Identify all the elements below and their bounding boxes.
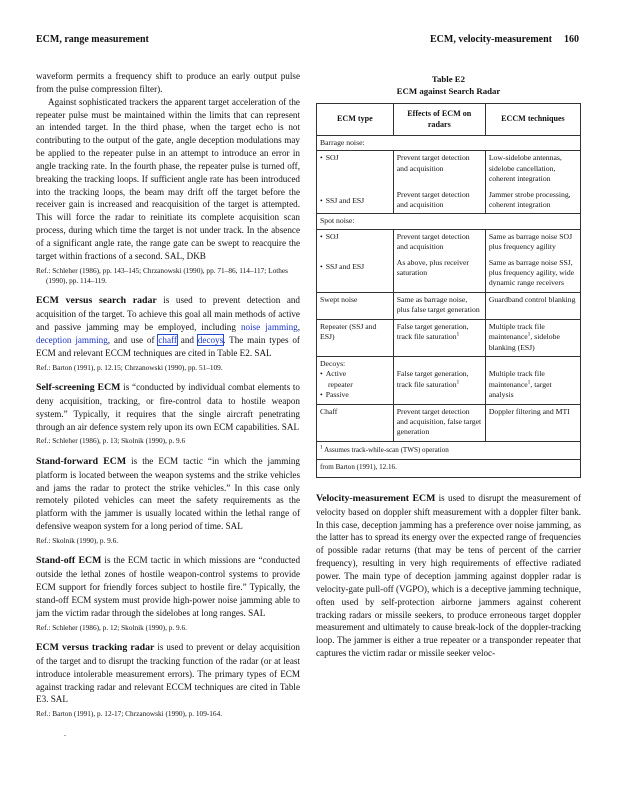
running-header-right — [430, 34, 579, 45]
running-header-left: ECM, range measurement — [36, 34, 149, 45]
cell-text: False target generation, track file saturation — [396, 369, 469, 389]
link-noise-jamming[interactable]: noise jamming — [240, 322, 298, 333]
entry-ecm-vs-search-radar — [36, 294, 300, 359]
table-header-eccm: ECCM techniques — [485, 104, 580, 136]
entry-text: is used to prevent detection and acquisition of the target. To achieve this goal all main methods of active and passive jamming may be employed, including — [36, 295, 300, 333]
table-cell: • SSJ and ESJ — [320, 196, 364, 205]
stray-dot: . — [64, 728, 66, 738]
entry-ecm-vs-tracking-radar — [36, 641, 300, 706]
reference-self-screening: Ref.: Schleher (1986), p. 13; Skolnik (1990), p. 9.6 — [36, 436, 186, 446]
table-cell: Swept noise — [317, 292, 393, 319]
entry-text: is used to disrupt the measurement of velocity based on doppler shift measurement with a doppler filter bank. In this case, deception jamming has a preference over noise jamming, as the latter has to spread its energy over the expected range of frequencies of possible radar returns (that may be tens of percent of the carrier frequency), resulting in very high requirements of effective radiated power. The main type of deception jamming against doppler radar is velocity-gate pull-off (VGPO), which is a deceptive jamming technique, often used by self-protection airborne jammers against coherent tracking radars or missile seekers, to produce erroneous target doppler measurement and ultimately to cause break-lock of the doppler-tracking loop. The jammer is either a true repeater or a transponder repeater that captures the victim radar or missile seeker veloc- — [316, 492, 581, 659]
decoy-active: • Active — [320, 369, 390, 379]
entry-term: ECM versus tracking radar — [36, 641, 155, 653]
footnote-mark: 1 — [527, 331, 531, 338]
entry-stand-forward-ecm — [36, 455, 300, 533]
cell-text: , target analysis — [488, 379, 552, 400]
table-cell: Prevent target detection and acquisition — [393, 229, 485, 255]
footnote-mark: 1 — [527, 379, 531, 386]
table-number: Table E2 — [431, 74, 466, 84]
table-cell: • SOJ — [320, 232, 339, 241]
entry-velocity-measurement-ecm — [316, 492, 581, 660]
decoy-repeater: repeater — [328, 379, 353, 389]
table-group-spot-noise: Spot noise: — [317, 214, 580, 229]
table-row — [317, 188, 580, 214]
cell-text: Multiple track file maintenance — [488, 369, 545, 389]
table-row — [317, 319, 580, 356]
table-cell: Same as barrage noise SSJ, plus frequency agility, wide dynamic range receivers — [485, 256, 580, 293]
table-cell — [485, 356, 580, 404]
table-header-ecm-type: ECM type — [317, 104, 393, 136]
table-cell: Prevent target detection and acquisition, false target generation — [393, 404, 485, 441]
entry-text: , — [297, 322, 300, 333]
footnote-mark: 1 — [320, 444, 323, 451]
table-cell: Same as barrage noise SOJ plus frequency agility — [485, 229, 580, 255]
table-cell: Jammer strobe processing, coherent integration — [485, 188, 580, 214]
table-cell — [317, 356, 393, 404]
table-cell: As above, plus receiver saturation — [393, 256, 485, 293]
table-group-decoys: Decoys: — [320, 358, 346, 368]
table-ecm-search-radar — [316, 103, 581, 478]
paragraph-continuation: waveform permits a frequency shift to produce an early output pulse from the pulse compression filter). — [36, 71, 300, 94]
entry-term: ECM versus search radar — [36, 295, 157, 307]
entry-text: , and use of — [107, 335, 159, 345]
table-header-effects: Effects of ECM on radars — [393, 104, 485, 136]
table-row — [317, 151, 580, 188]
entry-stand-off-ecm — [36, 554, 300, 619]
decoy-passive: • Passive — [320, 390, 390, 400]
table-cell: Chaff — [317, 404, 393, 441]
cell-text: False target generation, track file saturation — [396, 321, 469, 342]
entry-text: is used to prevent or delay acquisition of the target and to disrupt the tracking function of the radar (or at least introduce intolerable measurement errors). The primary types of ECM against tracking radar and relevant ECCM techniques are cited in Table E3. SAL — [36, 641, 300, 705]
cell-text: , sidelobe blanking (ESJ) — [488, 332, 560, 352]
link-decoys[interactable]: decoys — [197, 335, 224, 345]
table-cell: • SSJ and ESJ — [320, 262, 364, 271]
table-row — [317, 356, 580, 404]
entry-term: Velocity-measurement ECM — [316, 492, 436, 504]
table-cell: Same as barrage noise, plus false target generation — [393, 292, 485, 319]
cell-text: Multiple track file maintenance — [488, 321, 545, 342]
footnote-mark: 1 — [456, 331, 460, 338]
table-cell: • SOJ — [320, 153, 339, 162]
table-row — [317, 229, 580, 255]
page-number: 160 — [564, 34, 579, 45]
entry-text: is the ECM tactic “in which the jamming platform is located between the weapon systems and the strike vehicles and jams the radar to protect the strike vehicles.” In this case only remotely piloted vehicles can meet the safety requirements as the platform with the jammer is usually located within the lethal range of defensive weapon system for a long period of time. SAL — [36, 455, 300, 532]
table-row — [317, 292, 580, 319]
table-group-barrage-noise: Barrage noise: — [320, 138, 365, 147]
table-cell: Guardband control blanking — [485, 292, 580, 319]
table-footnote — [317, 441, 580, 460]
table-row — [317, 256, 580, 293]
right-column — [316, 70, 581, 660]
table-title: ECM against Search Radar — [396, 85, 501, 96]
entry-term: Stand-forward ECM — [36, 455, 127, 467]
link-chaff[interactable]: chaff — [158, 335, 177, 345]
reference-stand-off: Ref.: Schleher (1986), p. 12; Skolnik (1990), p. 9.6. — [36, 622, 187, 632]
table-source: from Barton (1991), 12.16. — [317, 459, 580, 477]
table-caption — [316, 74, 581, 97]
footnote-text: Assumes track-while-scan (TWS) operation — [324, 445, 449, 454]
left-column — [36, 70, 300, 740]
table-cell — [393, 356, 485, 404]
footnote-mark: 1 — [456, 379, 460, 386]
table-cell: Doppler filtering and MTI — [485, 404, 580, 441]
table-cell: Repeater (SSJ and ESJ) — [317, 319, 393, 356]
header-entry-title: ECM, velocity-measurement — [429, 34, 552, 45]
entry-self-screening-ecm — [36, 381, 300, 433]
reference-range-measurement: Ref.: Schleher (1986), pp. 143–145; Chrzanowski (1990), pp. 71–86, 114–117; Lothes (1990), pp. 114–119. — [36, 265, 288, 286]
entry-text: is “conducted by individual combat elements to deny acquisition, tracking, or fire-control data to hostile weapon system.” Typically, it requires that the single aircraft penetrating through an air defence system rely upon its own ECM capabilities. SAL — [36, 382, 300, 432]
table-cell: Prevent target detection and acquisition — [393, 188, 485, 214]
reference-search-radar: Ref.: Barton (1991), p. 12.15; Chrzanowski (1990), pp. 51–109. — [36, 362, 223, 372]
entry-text: and — [176, 335, 198, 345]
entry-text: is the ECM tactic in which missions are “conducted outside the lethal zones of hostile weapon-control systems to provide ECM support for friendly forces subject to hostile fire.” Typically, the stand-off ECM system must provide high-power noise jamming able to jam the victim radar through the sidelobes at long ranges. SAL — [36, 555, 301, 618]
table-cell: Low-sidelobe antennas, sidelobe cancellation, coherent integration — [485, 151, 580, 188]
paragraph-range-gate: Against sophisticated trackers the apparent target acceleration of the repeater pulse must be maintained within the limits that can represent an intended target. In the third phase, when the target echo is not contributing to the output of the gate, angle deception modulations may be applied to the repeater pulse in an attempt to introduce an error in angle tracking rate. In the fourth phase, the repeater pulse is turned off, breaking the tracking loops. If sufficient angle rate has been introduced into the tracking loops, the beam may drift off the target before the receiver gain is increased and reacquisition of the target is attempted. This will force the radar to reinitiate its complete acquisition scan process, during which time the target is not under track. In the absence of a significant angle rate, the range gate can be swept to reacquire the target within fractions of a second. SAL, DKB — [36, 96, 300, 261]
reference-stand-forward: Ref.: Skolnik (1990), p. 9.6. — [36, 535, 119, 545]
table-row — [317, 404, 580, 441]
entry-term: Self-screening ECM — [36, 382, 121, 394]
entry-term: Stand-off ECM — [36, 555, 102, 567]
entry-text: . The main types of ECM and relevant ECCM techniques are cited in Table E2. SAL — [36, 335, 300, 358]
table-cell: Prevent target detection and acquisition — [393, 151, 485, 188]
reference-tracking-radar: Ref.: Barton (1991), p. 12-17; Chrzanowski (1990), p. 109-164. — [36, 709, 223, 719]
table-cell — [393, 319, 485, 356]
link-deception-jamming[interactable]: deception jamming — [36, 335, 108, 345]
table-cell — [485, 319, 580, 356]
